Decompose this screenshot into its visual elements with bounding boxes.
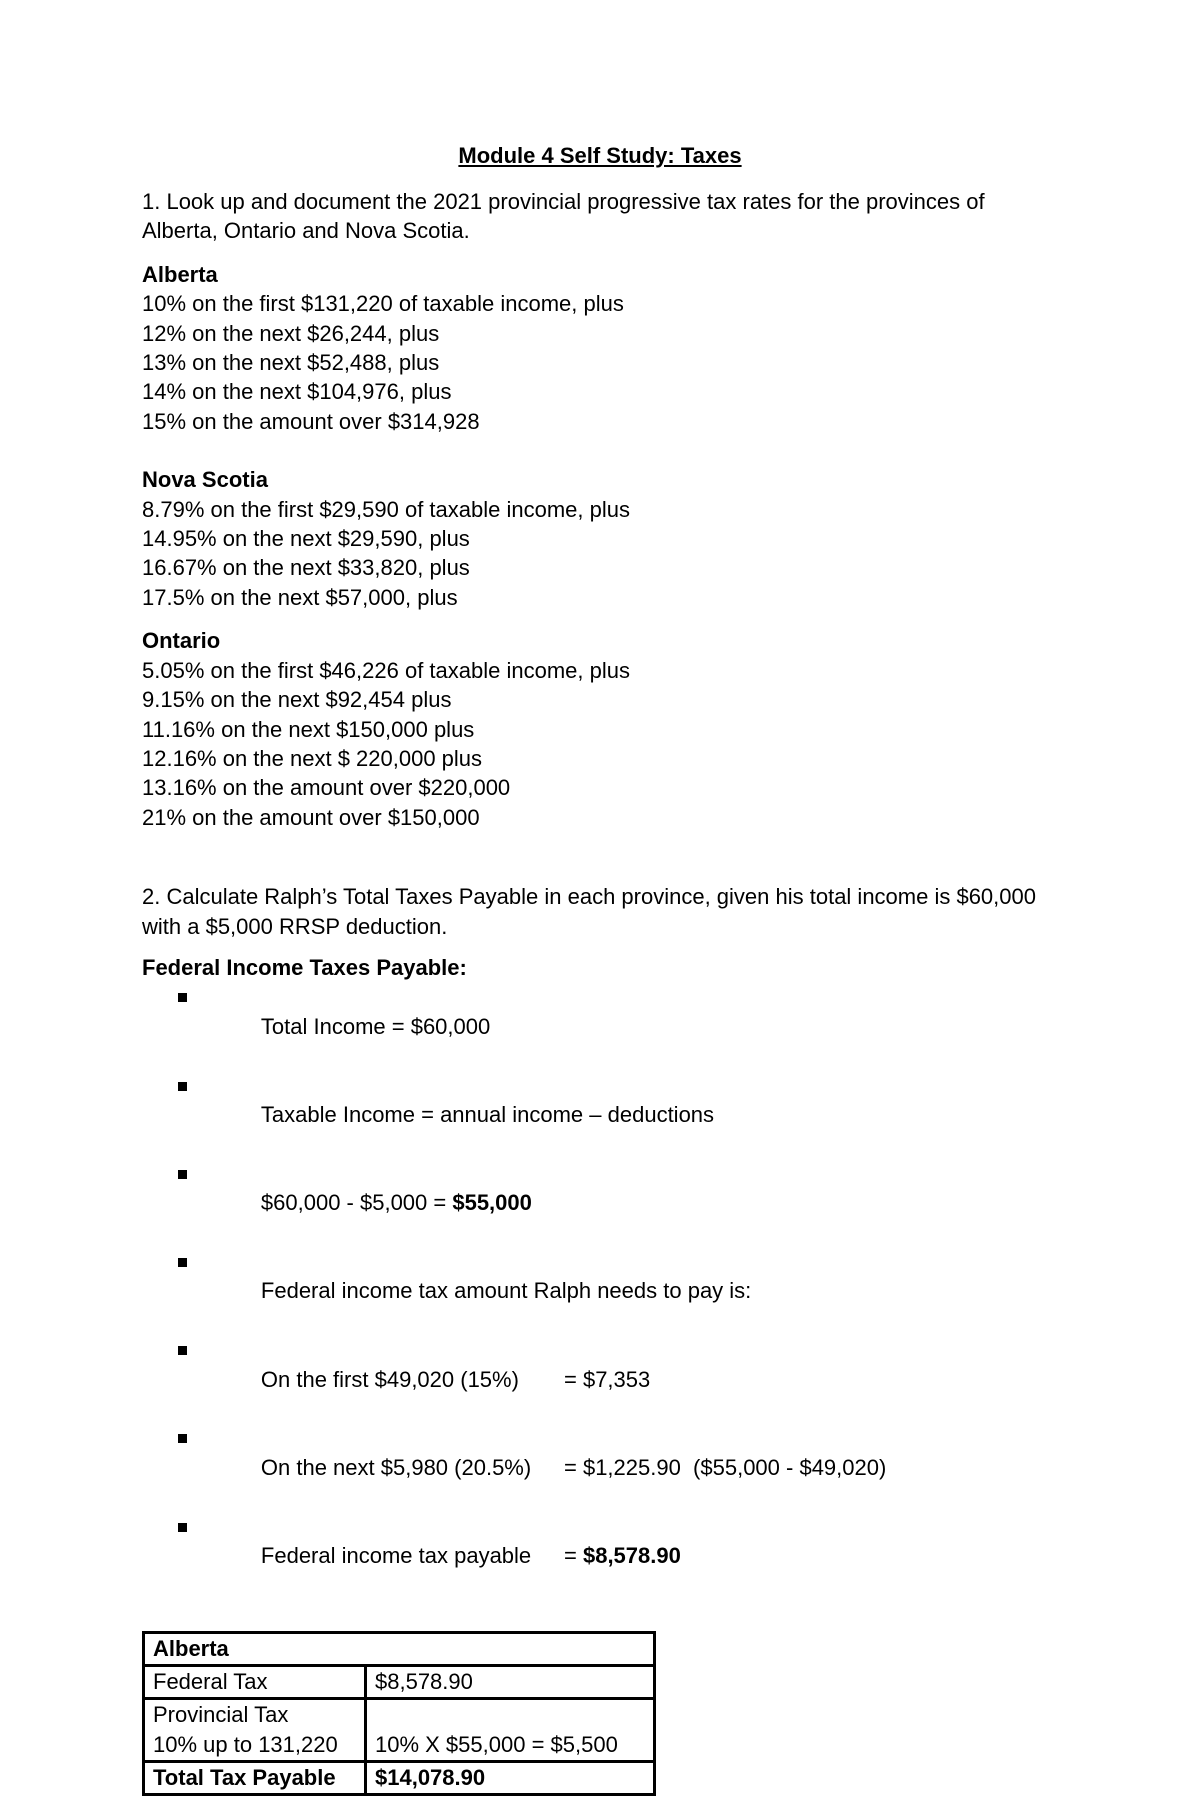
federal-tax-block bbox=[142, 953, 1062, 1600]
alberta-rates-block bbox=[142, 260, 1062, 436]
table-cell: Federal Tax bbox=[144, 1665, 366, 1698]
table-cell: Total Tax Payable bbox=[144, 1761, 366, 1794]
square-bullet-icon bbox=[178, 1082, 187, 1091]
nova-scotia-heading: Nova Scotia bbox=[142, 467, 268, 493]
list-item: $60,000 - $5,000 = $55,000 bbox=[176, 1159, 1062, 1247]
ontario-rate-line: 11.16% on the next $150,000 plus bbox=[142, 716, 475, 742]
alberta-rate-line: 14% on the next $104,976, plus bbox=[142, 379, 452, 405]
page-title: Module 4 Self Study: Taxes bbox=[458, 143, 742, 168]
ontario-rate-line: 13.16% on the amount over $220,000 bbox=[142, 775, 511, 801]
square-bullet-icon bbox=[178, 1258, 187, 1267]
list-item: Federal income tax amount Ralph needs to pay is: bbox=[176, 1247, 1062, 1335]
nova-scotia-rate-line: 16.67% on the next $33,820, plus bbox=[142, 555, 470, 581]
ontario-rate-line: 12.16% on the next $ 220,000 plus bbox=[142, 745, 483, 771]
table-header-cell: Alberta bbox=[144, 1632, 655, 1665]
alberta-rate-line: 13% on the next $52,488, plus bbox=[142, 350, 440, 376]
next-bracket-value: = $1,225.90 ($55,000 - $49,020) bbox=[564, 1454, 887, 1480]
nova-scotia-rates-block bbox=[142, 465, 1062, 612]
taxable-income-result: $55,000 bbox=[452, 1190, 532, 1216]
table-row bbox=[144, 1761, 655, 1794]
list-item: Federal income tax payable = $8,578.90 bbox=[176, 1512, 1062, 1600]
federal-payable-value: = $8,578.90 bbox=[564, 1543, 681, 1569]
ontario-rates-block bbox=[142, 626, 1062, 832]
square-bullet-icon bbox=[178, 993, 187, 1002]
nova-scotia-rate-line: 8.79% on the first $29,590 of taxable income, plus bbox=[142, 496, 630, 522]
question-1-text: 1. Look up and document the 2021 provincial progressive tax rates for the provinces of Alberta, Ontario and Nova Scotia. bbox=[142, 189, 985, 244]
ontario-rate-line: 21% on the amount over $150,000 bbox=[142, 804, 480, 830]
alberta-rate-line: 12% on the next $26,244, plus bbox=[142, 320, 440, 346]
alberta-rate-line: 15% on the amount over $314,928 bbox=[142, 408, 480, 434]
table-row bbox=[144, 1698, 655, 1761]
table-cell: $8,578.90 bbox=[366, 1665, 655, 1698]
federal-bullet-list bbox=[142, 982, 1062, 1600]
document-page bbox=[142, 141, 1062, 1796]
table-row bbox=[144, 1665, 655, 1698]
list-item: Taxable Income = annual income – deductions bbox=[176, 1071, 1062, 1159]
ontario-rate-line: 5.05% on the first $46,226 of taxable income, plus bbox=[142, 657, 630, 683]
square-bullet-icon bbox=[178, 1346, 187, 1355]
ontario-heading: Ontario bbox=[142, 628, 221, 654]
square-bullet-icon bbox=[178, 1170, 187, 1179]
federal-heading: Federal Income Taxes Payable: bbox=[142, 954, 467, 980]
table-cell: 10% X $55,000 = $5,500 bbox=[366, 1698, 655, 1761]
square-bullet-icon bbox=[178, 1434, 187, 1443]
list-item: On the next $5,980 (20.5%) = $1,225.90 ($55,000 - $49,020) bbox=[176, 1423, 1062, 1511]
question-2-text: 2. Calculate Ralph’s Total Taxes Payable in each province, given his total income is $60,000 with a $5,000 RRSP deduction. bbox=[142, 884, 1036, 939]
alberta-tax-table bbox=[142, 1631, 656, 1796]
alberta-rate-line: 10% on the first $131,220 of taxable income, plus bbox=[142, 291, 624, 317]
table-row bbox=[144, 1632, 655, 1665]
list-item: Total Income = $60,000 bbox=[176, 982, 1062, 1070]
square-bullet-icon bbox=[178, 1523, 187, 1532]
alberta-heading: Alberta bbox=[142, 261, 218, 287]
nova-scotia-rate-line: 14.95% on the next $29,590, plus bbox=[142, 526, 470, 552]
ontario-rate-line: 9.15% on the next $92,454 plus bbox=[142, 687, 452, 713]
first-bracket-value: = $7,353 bbox=[564, 1366, 651, 1392]
table-cell: Provincial Tax 10% up to 131,220 bbox=[144, 1698, 366, 1761]
nova-scotia-rate-line: 17.5% on the next $57,000, plus bbox=[142, 584, 458, 610]
table-cell: $14,078.90 bbox=[366, 1761, 655, 1794]
list-item: On the first $49,020 (15%) = $7,353 bbox=[176, 1335, 1062, 1423]
